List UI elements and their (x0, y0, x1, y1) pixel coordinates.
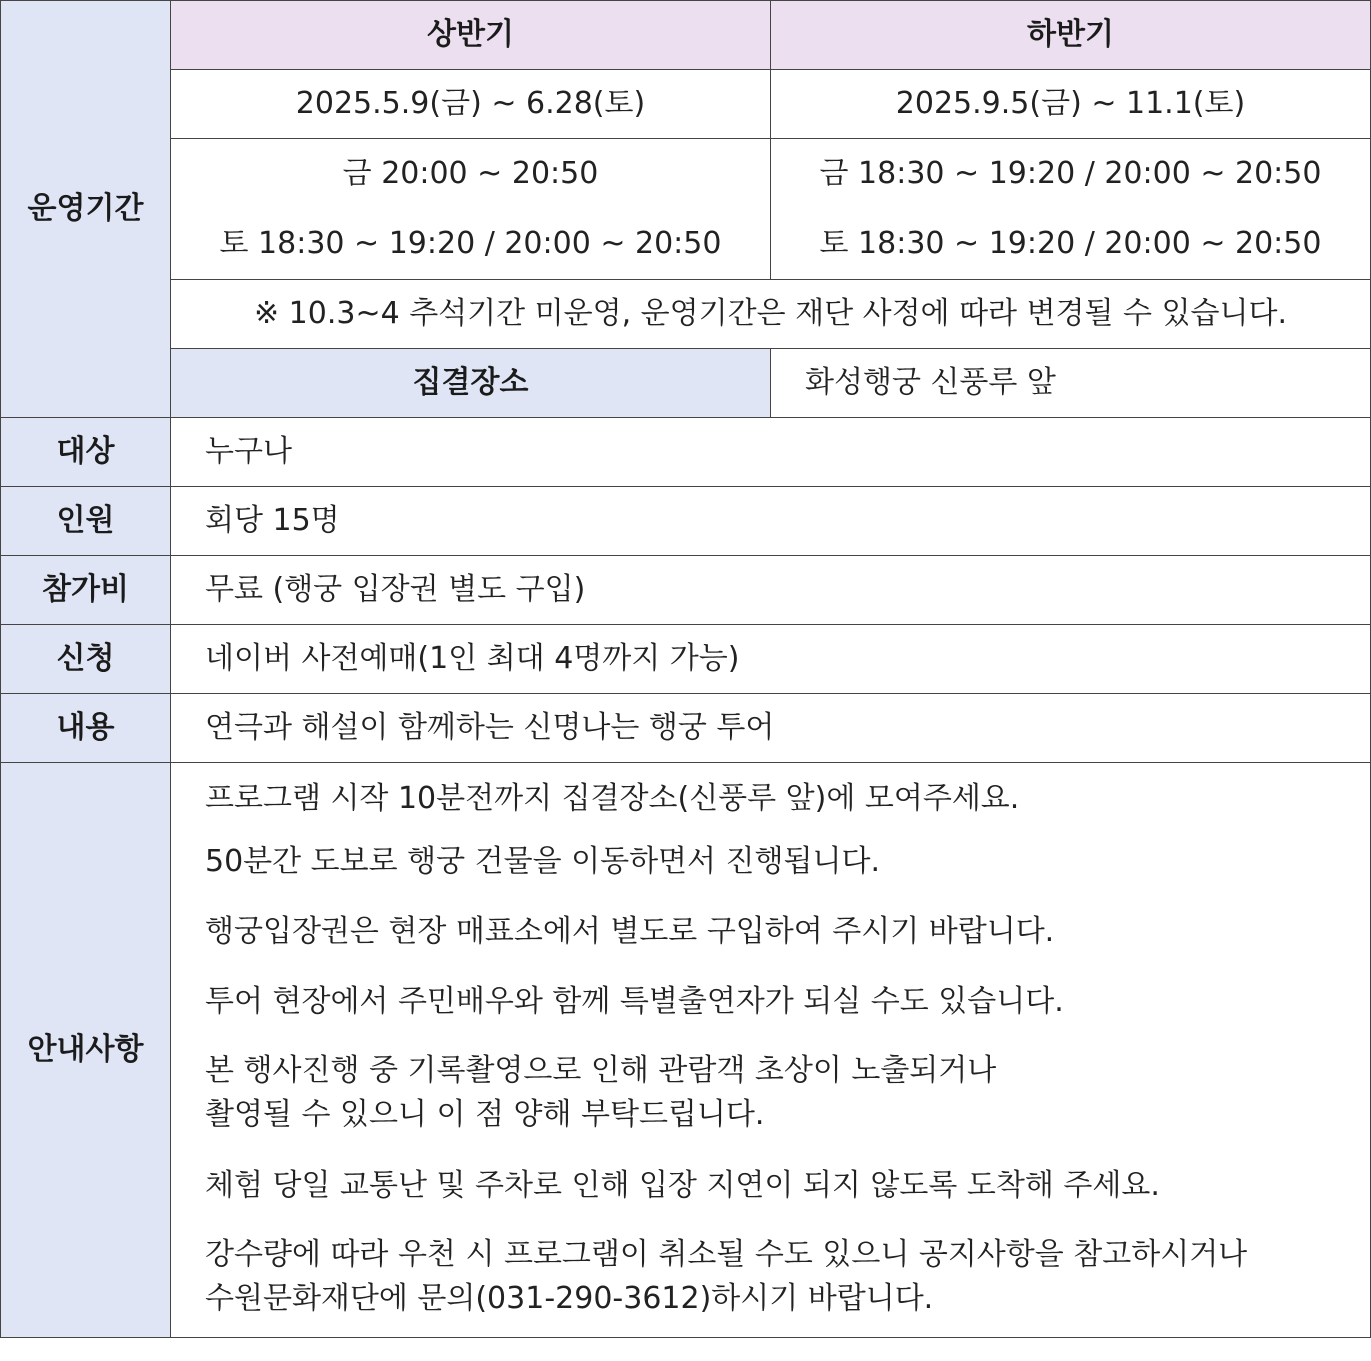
notice-item: 행궁입장권은 현장 매표소에서 별도로 구입하여 주시기 바랍니다. (205, 914, 1055, 949)
row-label-application: 신청 (1, 625, 171, 694)
info-row-target (1, 418, 1371, 487)
period-header-row (1, 1, 1371, 70)
target-value: 누구나 (171, 418, 1371, 487)
notice-item (205, 1221, 1370, 1325)
capacity-value: 회당 15명 (171, 487, 1371, 556)
notice-item: 50분간 도보로 행궁 건물을 이동하면서 진행됩니다. (205, 844, 880, 879)
first-half-saturday-time: 토 18:30 ~ 19:20 / 20:00 ~ 20:50 (219, 226, 722, 261)
notice-item: 체험 당일 교통난 및 주차로 인해 입장 지연이 되지 않도록 도착해 주세요. (205, 1168, 1160, 1203)
second-half-friday-time: 금 18:30 ~ 19:20 / 20:00 ~ 20:50 (819, 156, 1322, 191)
row-label-capacity: 인원 (1, 487, 171, 556)
info-row-notices (1, 763, 1371, 1338)
application-value: 네이버 사전예매(1인 최대 4명까지 가능) (171, 625, 1371, 694)
fee-value: 무료 (행궁 입장권 별도 구입) (171, 556, 1371, 625)
notice-item (205, 1037, 1370, 1151)
info-row-content (1, 694, 1371, 763)
first-half-header: 상반기 (171, 1, 771, 70)
period-note-row (1, 280, 1371, 349)
notice-item-line: 수원문화재단에 문의(031-290-3612)하시기 바랍니다. (205, 1281, 934, 1316)
notice-item-line: 촬영될 수 있으니 이 점 양해 부탁드립니다. (205, 1097, 765, 1132)
period-note: ※ 10.3~4 추석기간 미운영, 운영기간은 재단 사정에 따라 변경될 수 있습니다. (171, 280, 1371, 349)
first-half-dates: 2025.5.9(금) ~ 6.28(토) (171, 70, 771, 139)
first-half-times (171, 139, 771, 280)
second-half-times (771, 139, 1371, 280)
content-value: 연극과 해설이 함께하는 신명나는 행궁 투어 (171, 694, 1371, 763)
period-times-row (1, 139, 1371, 280)
row-label-meeting-place: 집결장소 (171, 349, 771, 418)
row-label-fee: 참가비 (1, 556, 171, 625)
info-row-application (1, 625, 1371, 694)
second-half-dates: 2025.9.5(금) ~ 11.1(토) (771, 70, 1371, 139)
notice-item: 투어 현장에서 주민배우와 함께 특별출연자가 되실 수도 있습니다. (205, 984, 1064, 1019)
period-dates-row (1, 70, 1371, 139)
info-row-fee (1, 556, 1371, 625)
row-label-operation-period: 운영기간 (1, 1, 171, 418)
notice-item-line: 본 행사진행 중 기록촬영으로 인해 관람객 초상이 노출되거나 (205, 1053, 997, 1088)
row-label-notices: 안내사항 (1, 763, 171, 1338)
notice-list (171, 763, 1371, 1338)
row-label-target: 대상 (1, 418, 171, 487)
row-label-content: 내용 (1, 694, 171, 763)
notice-item: 프로그램 시작 10분전까지 집결장소(신풍루 앞)에 모여주세요. (205, 781, 1020, 816)
first-half-friday-time: 금 20:00 ~ 20:50 (342, 156, 599, 191)
info-row-meeting-place (1, 349, 1371, 418)
second-half-saturday-time: 토 18:30 ~ 19:20 / 20:00 ~ 20:50 (819, 226, 1322, 261)
info-row-capacity (1, 487, 1371, 556)
notice-item-line: 강수량에 따라 우천 시 프로그램이 취소될 수도 있으니 공지사항을 참고하시거나 (205, 1237, 1248, 1272)
meeting-place-value: 화성행궁 신풍루 앞 (771, 349, 1371, 418)
second-half-header: 하반기 (771, 1, 1371, 70)
